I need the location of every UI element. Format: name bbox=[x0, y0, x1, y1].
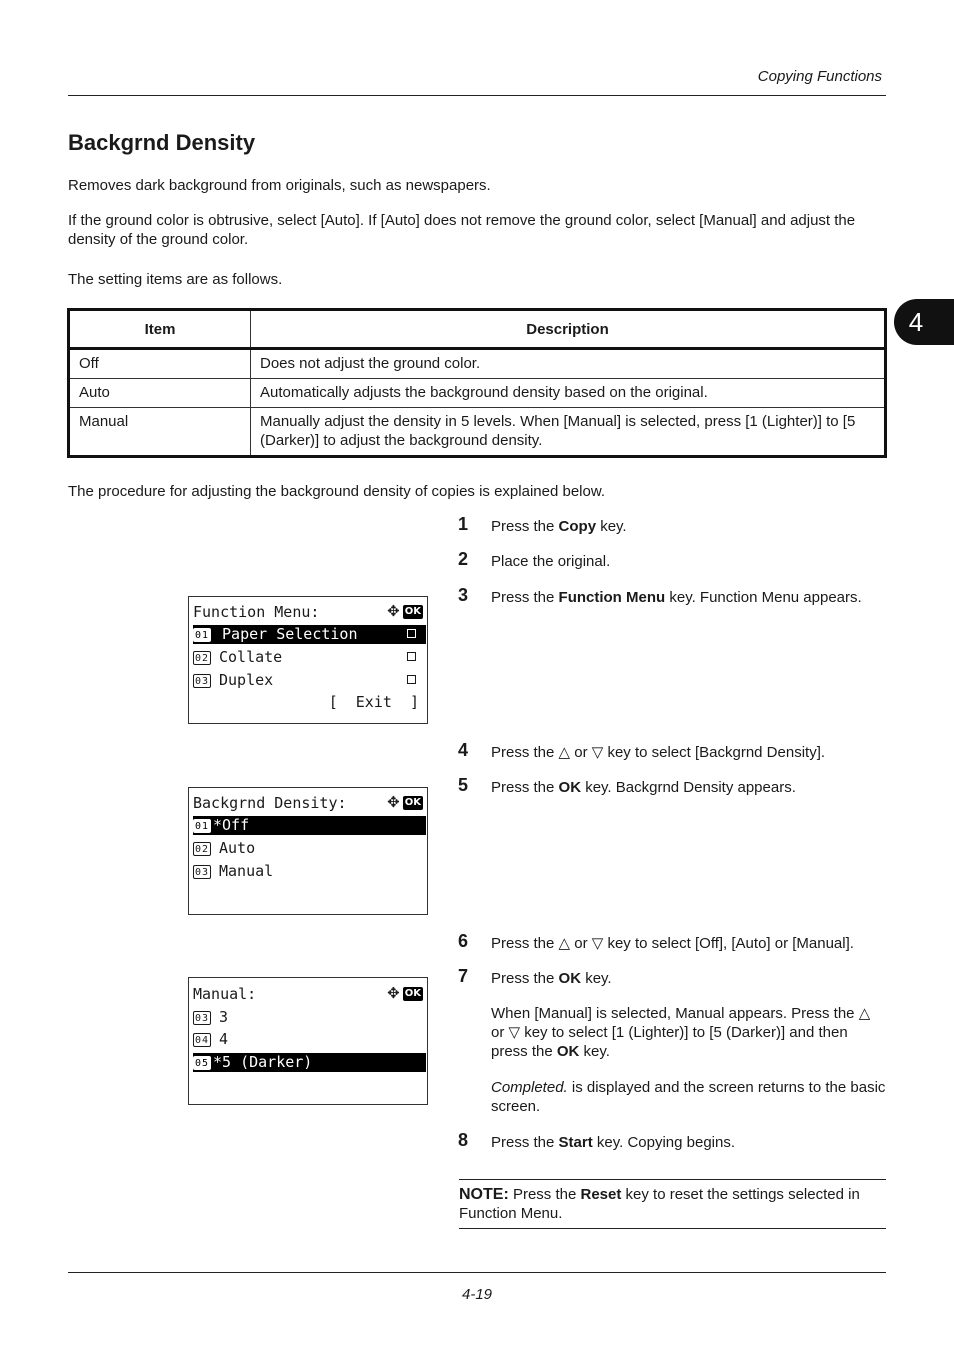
settings-intro: The setting items are as follows. bbox=[68, 271, 283, 288]
step-text: Press the Function Menu key. Function Menu appears. bbox=[491, 589, 862, 606]
lcd-menu-item: 03 3 bbox=[194, 1008, 229, 1026]
lcd-item-number: 01 bbox=[194, 630, 210, 641]
note: NOTE: Press the Reset key to reset the settings selected in Function Menu. bbox=[459, 1186, 860, 1222]
lcd-menu-item: 01 Paper Selection bbox=[193, 625, 426, 644]
lcd-item-number: 03 bbox=[194, 676, 210, 687]
lcd-title: Backgrnd Density: bbox=[193, 794, 347, 812]
arrows-icon: ✥ bbox=[387, 602, 400, 620]
note-bottom-rule bbox=[459, 1228, 886, 1229]
lcd-menu-item: 03 Manual bbox=[194, 862, 274, 880]
lcd-menu-item: 05 *5 (Darker) bbox=[193, 1053, 426, 1072]
table-cell-item: Auto bbox=[69, 379, 251, 408]
column-header-description: Description bbox=[251, 310, 886, 349]
step-number: 7 bbox=[458, 966, 469, 986]
table-cell-description: Automatically adjusts the background density based on the original. bbox=[251, 379, 886, 408]
step-text: Press the OK key. Backgrnd Density appears. bbox=[491, 779, 796, 796]
arrows-icon: ✥ bbox=[387, 984, 400, 1002]
step-text: Press the Start key. Copying begins. bbox=[491, 1134, 736, 1151]
footer-rule bbox=[68, 1272, 886, 1273]
lcd-menu-item: 01 *Off bbox=[193, 816, 426, 835]
procedure-intro: The procedure for adjusting the background density of copies is explained below. bbox=[68, 483, 606, 500]
step-text: Press the △ or ▽ key to select [Backgrnd Density]. bbox=[491, 744, 826, 761]
step-number: 5 bbox=[458, 775, 469, 795]
header-rule bbox=[68, 95, 886, 96]
lcd-menu-item: 02 Collate bbox=[193, 648, 426, 667]
checkbox-icon bbox=[407, 675, 416, 684]
lcd-item-number: 03 bbox=[194, 1013, 210, 1024]
step-number: 1 bbox=[458, 514, 469, 534]
step7-completed: Completed. is displayed and the screen returns to the basic screen. bbox=[491, 1079, 886, 1115]
step-number: 3 bbox=[458, 585, 469, 605]
arrows-icon: ✥ bbox=[387, 793, 400, 811]
column-header-item: Item bbox=[69, 310, 251, 349]
running-header: Copying Functions bbox=[757, 68, 882, 85]
step-number: 8 bbox=[458, 1130, 469, 1150]
table-row bbox=[69, 408, 886, 457]
ok-icon: OK bbox=[404, 987, 421, 999]
step-text: Press the △ or ▽ key to select [Off], [Auto] or [Manual]. bbox=[491, 935, 854, 952]
table-cell-item: Manual bbox=[69, 408, 251, 457]
lcd-menu-item: 04 4 bbox=[194, 1030, 229, 1048]
step7-detail: When [Manual] is selected, Manual appears. Press the △ or ▽ key to select [1 (Lighter)] to [5 (Darker)] and then press the OK key. bbox=[491, 1005, 871, 1060]
ok-icon: OK bbox=[404, 796, 421, 808]
intro-paragraph: Removes dark background from originals, such as newspapers. bbox=[68, 177, 491, 194]
lcd-exit: [ Exit ] bbox=[328, 693, 419, 711]
lcd-item-number: 02 bbox=[194, 653, 210, 664]
lcd-title: Manual: bbox=[193, 985, 257, 1003]
table-header-row bbox=[69, 310, 886, 349]
step-text: Place the original. bbox=[491, 553, 611, 570]
lcd-backgrnd-density bbox=[188, 787, 428, 915]
lcd-item-number: 03 bbox=[194, 867, 210, 878]
checkbox-icon bbox=[407, 652, 416, 661]
lcd-function-menu bbox=[188, 596, 428, 724]
ok-icon: OK bbox=[404, 605, 421, 617]
section-title: Backgrnd Density bbox=[68, 130, 256, 155]
lcd-item-number: 02 bbox=[194, 844, 210, 855]
table-cell-item: Off bbox=[69, 349, 251, 379]
step-number: 6 bbox=[458, 931, 469, 951]
lcd-item-number: 04 bbox=[194, 1035, 210, 1046]
step-text: Press the Copy key. bbox=[491, 518, 627, 535]
settings-table bbox=[67, 308, 887, 458]
lcd-item-number: 01 bbox=[194, 821, 210, 832]
table-row bbox=[69, 349, 886, 379]
auto-manual-paragraph: If the ground color is obtrusive, select [Auto]. If [Auto] does not remove the ground color, select [Manual] and adjust the density of the ground color. bbox=[68, 212, 856, 248]
lcd-menu-item: 02 Auto bbox=[194, 839, 256, 857]
table-row bbox=[69, 379, 886, 408]
table-cell-description: Manually adjust the density in 5 levels. When [Manual] is selected, press [1 (Lighter)] to [5 (Darker)] to adjust the background density. bbox=[251, 408, 886, 457]
step-number: 2 bbox=[458, 549, 469, 569]
lcd-title: Function Menu: bbox=[193, 603, 320, 621]
checkbox-icon bbox=[407, 629, 416, 638]
step-text: Press the OK key. bbox=[491, 970, 612, 987]
lcd-menu-item: 03 Duplex bbox=[193, 671, 426, 690]
page-number: 4-19 bbox=[461, 1286, 493, 1303]
note-top-rule bbox=[459, 1179, 886, 1180]
table-cell-description: Does not adjust the ground color. bbox=[251, 349, 886, 379]
step-number: 4 bbox=[458, 740, 469, 760]
lcd-manual bbox=[188, 977, 428, 1105]
chapter-tab: 4 bbox=[894, 299, 954, 345]
lcd-item-number: 05 bbox=[194, 1058, 210, 1069]
